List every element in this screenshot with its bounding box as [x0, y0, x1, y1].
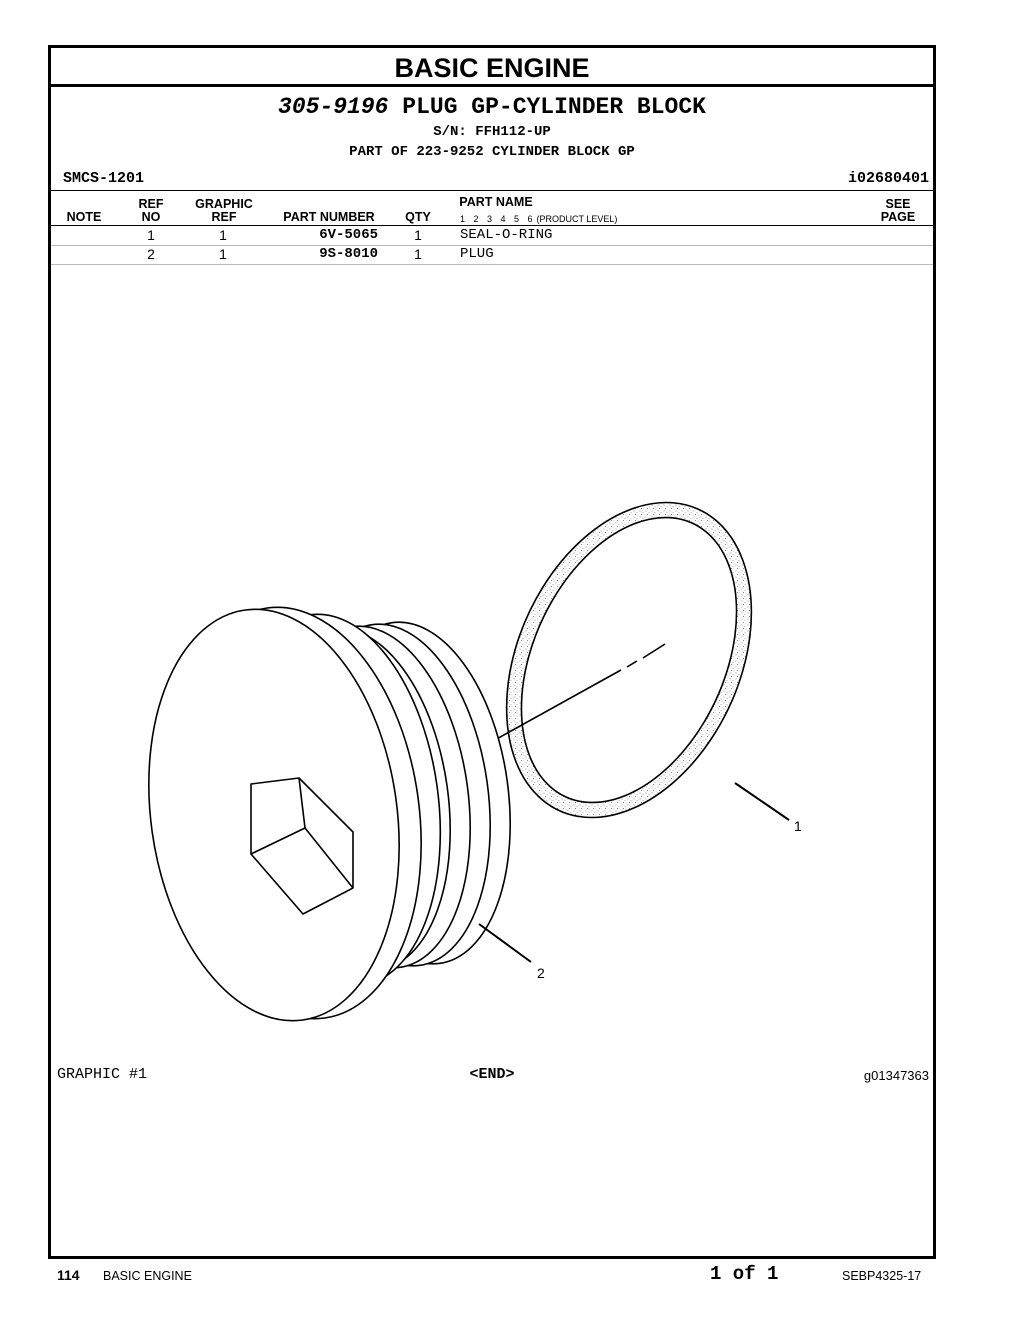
graphic-id: g01347363	[863, 1068, 929, 1083]
product-level-label: (PRODUCT LEVEL)	[536, 214, 618, 224]
header-part-number: PART NUMBER	[283, 210, 375, 224]
callout-leaders	[479, 783, 789, 962]
end-marker: <END>	[469, 1066, 515, 1083]
part-name: PLUG	[460, 246, 494, 262]
header-note: NOTE	[66, 210, 102, 224]
footer-section: BASIC ENGINE	[103, 1269, 192, 1283]
part-of-line: PART OF 223-9252 CYLINDER BLOCK GP	[349, 144, 635, 160]
smcs-code: SMCS-1201	[63, 170, 145, 187]
plug-drawing	[123, 591, 531, 1037]
ref-no: 1	[147, 227, 155, 243]
ref-no: 2	[147, 246, 155, 262]
catalog-page-frame	[48, 45, 936, 1259]
callout-2[interactable]: 2	[537, 965, 545, 981]
group-name: PLUG GP-CYLINDER BLOCK	[402, 94, 706, 120]
header-graphic-bottom: REF	[211, 210, 237, 224]
seal-o-ring-drawing	[507, 503, 752, 818]
part-name: SEAL-O-RING	[460, 227, 553, 243]
header-graphic-top: GRAPHIC	[195, 197, 253, 211]
header-ref-top: REF	[138, 197, 164, 211]
quantity: 1	[414, 227, 422, 243]
serial-range: S/N: FFH112-UP	[433, 124, 551, 140]
graphic-ref: 1	[219, 246, 227, 262]
header-see-top: SEE	[885, 197, 911, 211]
footer-page-number: 114	[57, 1267, 80, 1283]
level-numbers: 1 2 3 4 5 6	[460, 214, 533, 224]
header-part-name: PART NAME	[459, 195, 533, 209]
section-title: BASIC ENGINE	[51, 48, 933, 87]
footer-document-number: SEBP4325-17	[842, 1269, 922, 1283]
header-ref-bottom: NO	[141, 210, 161, 224]
graphic-ref: 1	[219, 227, 227, 243]
header-see-bottom: PAGE	[880, 210, 916, 224]
header-qty: QTY	[405, 210, 431, 224]
illustration-id: i02680401	[847, 170, 929, 187]
group-part-number[interactable]: 305-9196	[278, 94, 389, 120]
part-number[interactable]: 9S-8010	[319, 246, 378, 262]
part-number[interactable]: 6V-5065	[319, 227, 378, 243]
footer-page-count: 1 of 1	[710, 1263, 779, 1285]
quantity: 1	[414, 246, 422, 262]
graphic-label: GRAPHIC #1	[57, 1066, 148, 1083]
callout-1[interactable]: 1	[794, 818, 802, 834]
